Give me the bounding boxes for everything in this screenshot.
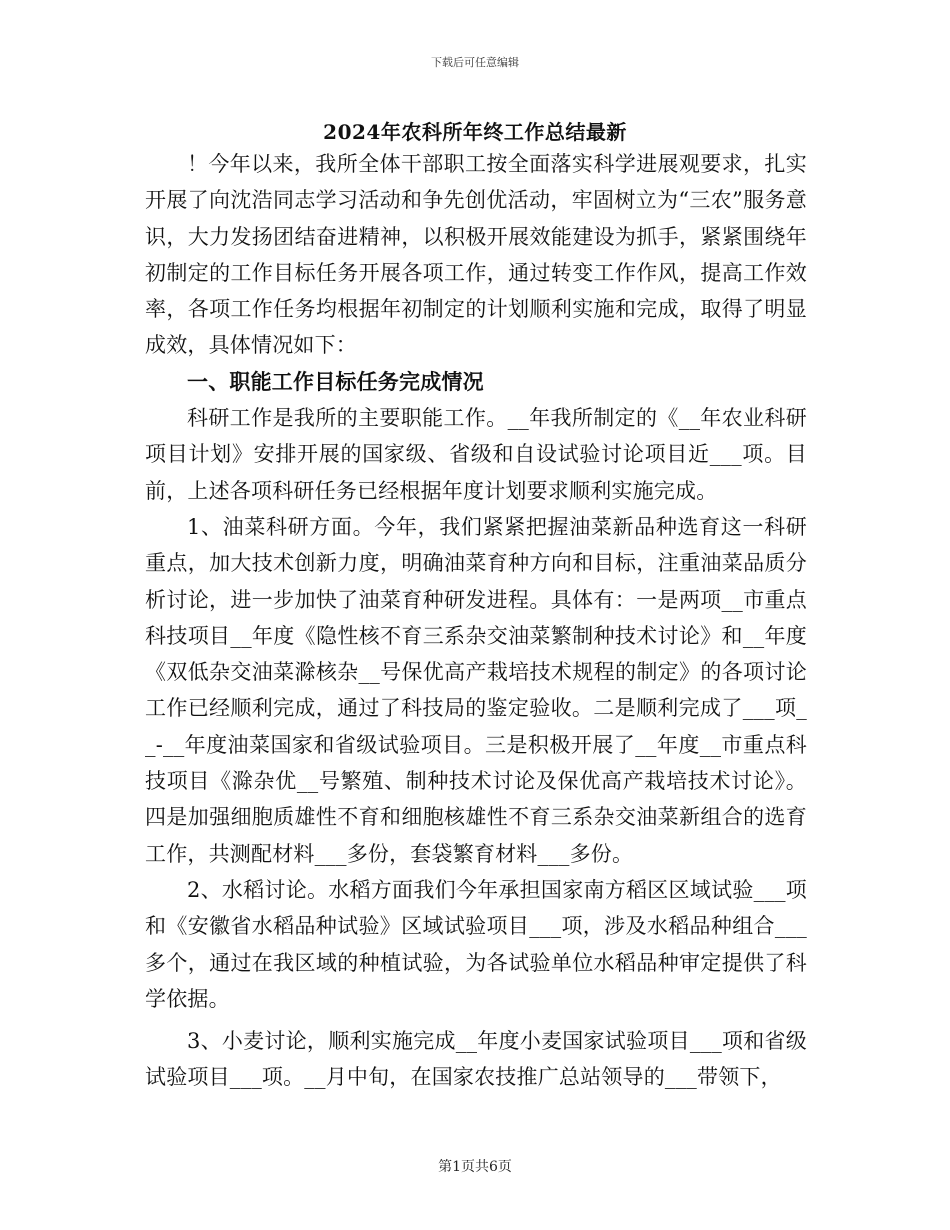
document-title: 2024年农科所年终工作总结最新	[323, 120, 627, 144]
wheat-paragraph: 3、小麦讨论，顺利实施完成__年度小麦国家试验项目___项和省级试验项目___项。__月中旬，在国家农技推广总站领导的___带领下，	[145, 1029, 807, 1090]
rapeseed-paragraph: 1、油菜科研方面。今年，我们紧紧把握油菜新品种选育这一科研重点，加大技术创新力度，明确油菜育种方向和目标，注重油菜品质分析讨论，进一步加快了油菜育种研发进程。具体有：一是两项__市重点科技项目__年度《隐性核不育三系杂交油菜繁制种技术讨论》和__年度《双低杂交油菜滁核杂__号保优高产栽培技术规程的制定》的各项讨论工作已经顺利完成，通过了科技局的鉴定验收。二是顺利完成了___项__-__年度油菜国家和省级试验项目。三是积极开展了__年度__市重点科技项目《滁杂优__号繁殖、制种技术讨论及保优高产栽培技术讨论》。四是加强细胞质雄性不育和细胞核雄性不育三系杂交油菜新组合的选育工作，共测配材料___多份，套袋繁育材料___多份。	[145, 514, 807, 866]
research-paragraph: 科研工作是我所的主要职能工作。__年我所制定的《__年农业科研项目计划》安排开展的国家级、省级和自设试验讨论项目近___项。目前，上述各项科研任务已经根据年度计划要求顺利实施完成。	[145, 406, 807, 503]
page-footer: 第1页共6页	[438, 1159, 512, 1175]
document-body	[145, 146, 807, 1096]
intro-paragraph: ！今年以来，我所全体干部职工按全面落实科学进展观要求，扎实开展了向沈浩同志学习活动和争先创优活动，牢固树立为“三农”服务意识，大力发扬团结奋进精神，以积极开展效能建设为抓手，紧紧围绕年初制定的工作目标任务开展各项工作，通过转变工作作风，提高工作效率，各项工作任务均根据年初制定的计划顺利实施和完成，取得了明显成效，具体情况如下：	[145, 152, 807, 358]
section-heading: 一、职能工作目标任务完成情况	[187, 368, 484, 394]
rice-paragraph: 2、水稻讨论。水稻方面我们今年承担国家南方稻区区域试验___项和《安徽省水稻品种试验》区域试验项目___项，涉及水稻品种组合___多个，通过在我区域的种植试验，为各试验单位水稻品种审定提供了科学依据。	[145, 877, 807, 1011]
header-note: 下载后可任意编辑	[431, 56, 519, 69]
